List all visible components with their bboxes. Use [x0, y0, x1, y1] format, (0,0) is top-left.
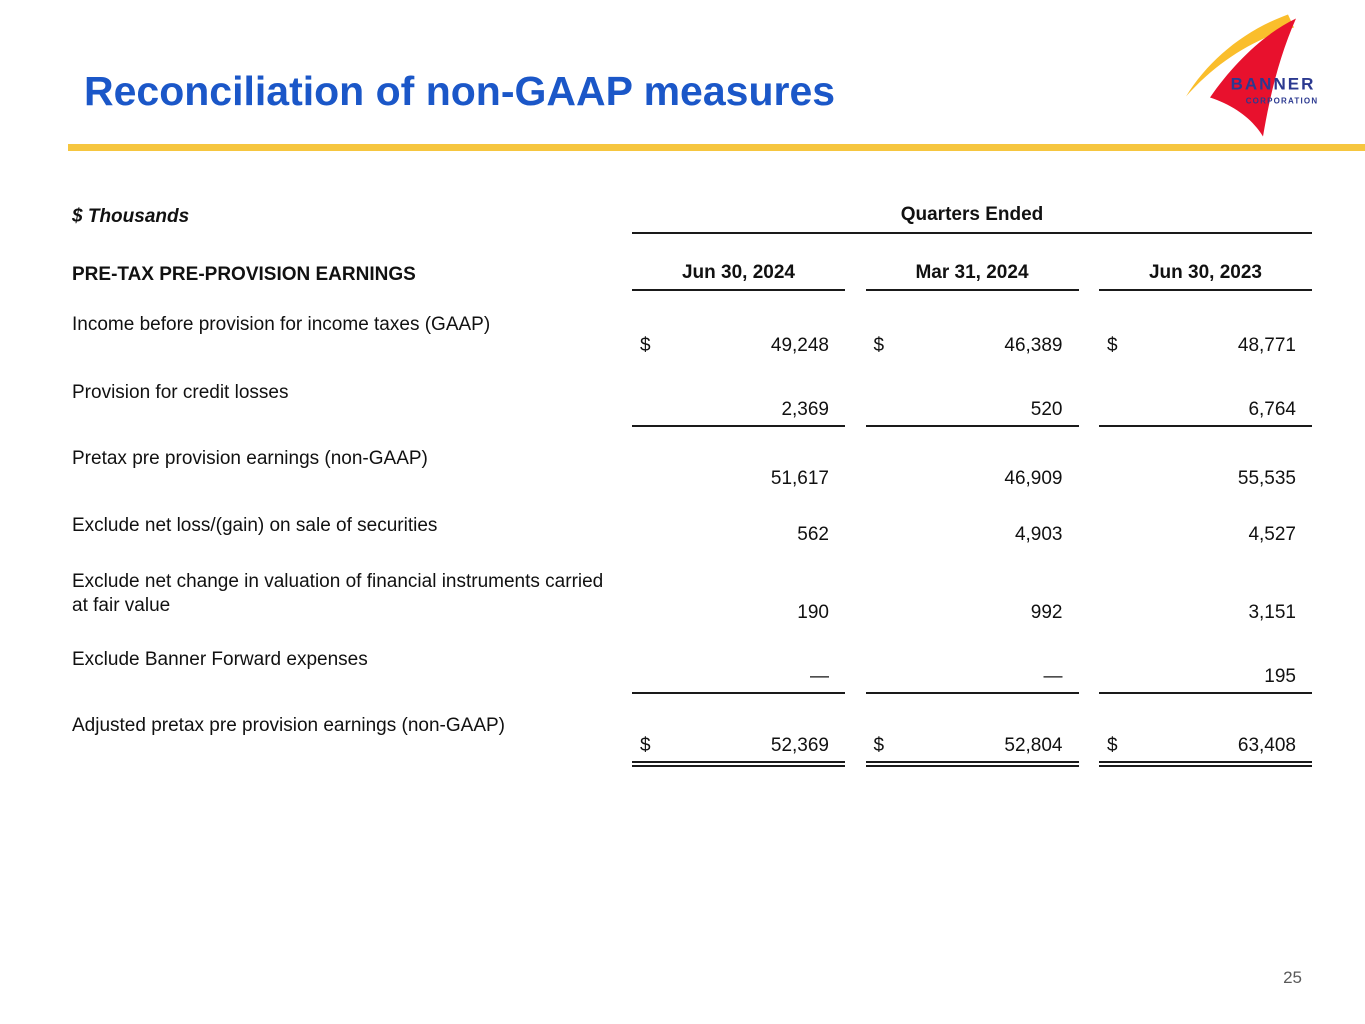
cell-value: 51,617	[770, 468, 829, 489]
table-cell	[1099, 560, 1312, 628]
cell-value: 992	[1030, 602, 1063, 623]
row-label: Provision for credit losses	[72, 382, 289, 403]
row-label: Exclude Banner Forward expenses	[72, 649, 368, 670]
table-row	[72, 437, 1312, 504]
cell-value: 190	[797, 602, 829, 623]
section-header: PRE-TAX PRE-PROVISION EARNINGS	[72, 264, 416, 285]
table-row	[72, 560, 1312, 638]
table-row	[72, 371, 1312, 437]
table-cell	[1099, 371, 1312, 427]
table-cell	[632, 303, 845, 361]
table-cell	[632, 371, 845, 427]
table-cell	[866, 371, 1079, 427]
cell-value: 46,389	[1004, 335, 1063, 356]
column-header: Jun 30, 2023	[1099, 262, 1312, 291]
table-cell	[1099, 504, 1312, 550]
cell-value: 48,771	[1237, 335, 1296, 356]
cell-value: 4,527	[1248, 524, 1296, 545]
table-cell	[632, 504, 845, 550]
cell-value: —	[1043, 666, 1063, 687]
table-body	[72, 303, 1312, 773]
gold-divider	[68, 144, 1365, 151]
cell-value: 195	[1264, 666, 1296, 687]
units-label: $ Thousands	[72, 206, 190, 227]
table-row	[72, 303, 1312, 371]
table-cell	[866, 560, 1079, 628]
cell-value: 52,804	[1004, 735, 1063, 756]
cell-value: 6,764	[1248, 399, 1296, 420]
page-number: 25	[1283, 968, 1302, 987]
cell-value: 49,248	[770, 335, 829, 356]
table-cell	[1099, 437, 1312, 494]
row-label: Pretax pre provision earnings (non-GAAP)	[72, 448, 428, 469]
table-cell	[632, 437, 845, 494]
cell-value: 52,369	[770, 735, 829, 756]
table-cell	[632, 638, 845, 694]
cell-value: 520	[1030, 399, 1063, 420]
banner-corporation-logo-icon	[1180, 6, 1330, 142]
currency-sign: $	[873, 735, 885, 756]
currency-sign: $	[1107, 335, 1118, 356]
cell-value: 2,369	[781, 399, 829, 420]
currency-sign: $	[873, 335, 885, 356]
table-row	[72, 504, 1312, 560]
row-label: Exclude net change in valuation of financial instruments carried at fair value	[72, 571, 604, 616]
currency-sign: $	[1107, 735, 1118, 756]
currency-sign: $	[640, 735, 651, 756]
table-cell	[632, 704, 845, 763]
cell-value: 46,909	[1004, 468, 1063, 489]
logo-wordmark-sub: CORPORATION	[1245, 96, 1319, 106]
cell-value: 55,535	[1237, 468, 1296, 489]
table-cell	[632, 560, 845, 628]
table-row	[72, 638, 1312, 704]
page-title: Reconciliation of non-GAAP measures	[84, 68, 836, 114]
table-cell	[1099, 303, 1312, 361]
column-headers	[632, 262, 1312, 291]
cell-value: 3,151	[1248, 602, 1296, 623]
cell-value: 562	[797, 524, 829, 545]
row-label: Income before provision for income taxes (GAAP)	[72, 314, 491, 335]
cell-value: 63,408	[1237, 735, 1296, 756]
row-label: Exclude net loss/(gain) on sale of securities	[72, 515, 438, 536]
table-cell	[866, 437, 1079, 494]
column-header: Mar 31, 2024	[866, 262, 1079, 291]
currency-sign: $	[640, 335, 651, 356]
table-cell	[866, 303, 1079, 361]
row-label: Adjusted pretax pre provision earnings (non-GAAP)	[72, 715, 506, 736]
table-cell	[866, 638, 1079, 694]
table-cell	[866, 704, 1079, 763]
table-row	[72, 704, 1312, 773]
cell-value: —	[810, 666, 829, 687]
table-cell	[866, 504, 1079, 550]
table-cell	[1099, 638, 1312, 694]
table-cell	[1099, 704, 1312, 763]
quarters-ended-header: Quarters Ended	[632, 204, 1312, 234]
column-header: Jun 30, 2024	[632, 262, 845, 291]
logo-wordmark: BANNER	[1230, 74, 1316, 94]
cell-value: 4,903	[1014, 524, 1063, 545]
